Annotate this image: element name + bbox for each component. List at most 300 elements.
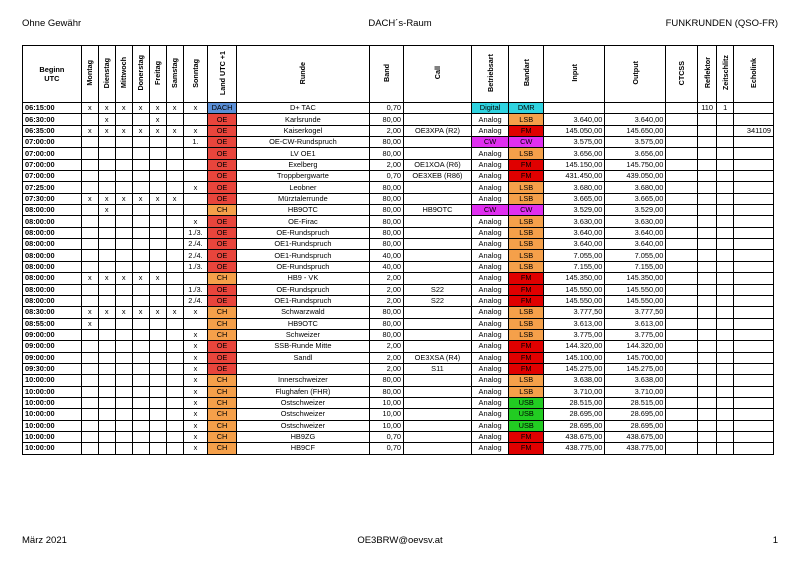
cell-beginn: 08:00:00 <box>23 295 82 306</box>
cell-betriebsart: Analog <box>471 318 508 329</box>
cell-ctcss <box>666 443 698 454</box>
cell-zeitschlitz <box>717 227 734 238</box>
cell-band: 80,00 <box>370 375 404 386</box>
table-row <box>23 182 774 193</box>
cell-donnerstag: x <box>132 193 149 204</box>
cell-bandart: LSB <box>509 182 544 193</box>
cell-call <box>404 137 472 148</box>
col-header-ctcss: CTCSS <box>666 46 698 103</box>
cell-call <box>404 409 472 420</box>
table-row <box>23 397 774 408</box>
cell-band: 80,00 <box>370 193 404 204</box>
cell-freitag <box>149 363 166 374</box>
cell-samstag <box>166 227 183 238</box>
cell-band: 10,00 <box>370 420 404 431</box>
cell-mittwoch: x <box>115 273 132 284</box>
cell-sonntag <box>183 318 208 329</box>
cell-output: 7.155,00 <box>605 261 666 272</box>
cell-donnerstag <box>132 182 149 193</box>
cell-runde: HB9 - VK <box>236 273 369 284</box>
cell-call: S11 <box>404 363 472 374</box>
cell-dienstag <box>98 159 115 170</box>
cell-beginn: 10:00:00 <box>23 397 82 408</box>
cell-ctcss <box>666 295 698 306</box>
cell-dienstag <box>98 431 115 442</box>
cell-freitag <box>149 431 166 442</box>
cell-zeitschlitz <box>717 375 734 386</box>
cell-input: 3.640,00 <box>544 114 605 125</box>
cell-montag <box>81 261 98 272</box>
cell-runde: OE-CW-Rundspruch <box>236 137 369 148</box>
cell-echolink <box>734 352 774 363</box>
cell-ctcss <box>666 363 698 374</box>
cell-samstag <box>166 182 183 193</box>
cell-band: 0,70 <box>370 171 404 182</box>
cell-betriebsart: Analog <box>471 284 508 295</box>
cell-runde: Schweizer <box>236 329 369 340</box>
cell-montag <box>81 341 98 352</box>
cell-ctcss <box>666 250 698 261</box>
table-row <box>23 443 774 454</box>
cell-ctcss <box>666 171 698 182</box>
cell-beginn: 10:00:00 <box>23 431 82 442</box>
cell-reflektor <box>698 341 717 352</box>
cell-band: 10,00 <box>370 409 404 420</box>
cell-ctcss <box>666 273 698 284</box>
cell-betriebsart: Analog <box>471 409 508 420</box>
cell-land: OE <box>208 363 236 374</box>
cell-ctcss <box>666 386 698 397</box>
cell-echolink <box>734 250 774 261</box>
cell-zeitschlitz <box>717 420 734 431</box>
cell-band: 2,00 <box>370 125 404 136</box>
cell-mittwoch <box>115 409 132 420</box>
cell-bandart: FM <box>509 159 544 170</box>
cell-reflektor <box>698 363 717 374</box>
cell-mittwoch <box>115 397 132 408</box>
cell-bandart: USB <box>509 397 544 408</box>
cell-beginn: 06:30:00 <box>23 114 82 125</box>
cell-montag <box>81 375 98 386</box>
cell-montag: x <box>81 103 98 114</box>
cell-sonntag: x <box>183 386 208 397</box>
cell-montag <box>81 171 98 182</box>
cell-beginn: 08:00:00 <box>23 273 82 284</box>
cell-zeitschlitz <box>717 363 734 374</box>
cell-call <box>404 227 472 238</box>
cell-output: 3.640,00 <box>605 239 666 250</box>
cell-donnerstag <box>132 250 149 261</box>
cell-bandart: FM <box>509 363 544 374</box>
cell-betriebsart: Analog <box>471 125 508 136</box>
cell-montag <box>81 216 98 227</box>
cell-dienstag <box>98 182 115 193</box>
cell-mittwoch: x <box>115 125 132 136</box>
cell-samstag <box>166 239 183 250</box>
cell-sonntag: 2./4. <box>183 250 208 261</box>
cell-output: 145.550,00 <box>605 295 666 306</box>
cell-samstag <box>166 318 183 329</box>
cell-samstag <box>166 409 183 420</box>
cell-call: HB9OTC <box>404 205 472 216</box>
cell-montag <box>81 227 98 238</box>
cell-bandart: LSB <box>509 386 544 397</box>
cell-donnerstag <box>132 114 149 125</box>
cell-call <box>404 114 472 125</box>
cell-runde: Flughafen (FHR) <box>236 386 369 397</box>
cell-land: CH <box>208 329 236 340</box>
cell-land: OE <box>208 148 236 159</box>
cell-beginn: 07:25:00 <box>23 182 82 193</box>
cell-beginn: 06:35:00 <box>23 125 82 136</box>
cell-zeitschlitz <box>717 193 734 204</box>
cell-input: 28.695,00 <box>544 409 605 420</box>
cell-runde: Exelberg <box>236 159 369 170</box>
cell-donnerstag <box>132 431 149 442</box>
cell-land: OE <box>208 125 236 136</box>
cell-dienstag <box>98 375 115 386</box>
cell-input: 145.050,00 <box>544 125 605 136</box>
cell-donnerstag <box>132 397 149 408</box>
cell-mittwoch <box>115 171 132 182</box>
col-header-mittwoch: Mittwoch <box>115 46 132 103</box>
cell-donnerstag <box>132 318 149 329</box>
cell-dienstag <box>98 137 115 148</box>
cell-zeitschlitz <box>717 443 734 454</box>
cell-output: 145.275,00 <box>605 363 666 374</box>
cell-sonntag <box>183 193 208 204</box>
cell-montag <box>81 159 98 170</box>
cell-donnerstag <box>132 295 149 306</box>
cell-output: 145.550,00 <box>605 284 666 295</box>
table-row <box>23 363 774 374</box>
cell-samstag <box>166 397 183 408</box>
cell-reflektor <box>698 295 717 306</box>
cell-betriebsart: Analog <box>471 216 508 227</box>
cell-dienstag: x <box>98 103 115 114</box>
cell-echolink <box>734 443 774 454</box>
cell-band: 10,00 <box>370 397 404 408</box>
cell-band: 80,00 <box>370 148 404 159</box>
cell-donnerstag <box>132 409 149 420</box>
cell-mittwoch <box>115 261 132 272</box>
cell-zeitschlitz: 1 <box>717 103 734 114</box>
cell-mittwoch <box>115 420 132 431</box>
cell-echolink <box>734 318 774 329</box>
cell-betriebsart: Analog <box>471 329 508 340</box>
cell-zeitschlitz <box>717 273 734 284</box>
cell-output: 438.675,00 <box>605 431 666 442</box>
cell-output: 144.320,00 <box>605 341 666 352</box>
cell-betriebsart: Analog <box>471 443 508 454</box>
cell-ctcss <box>666 397 698 408</box>
table-row <box>23 137 774 148</box>
cell-input: 438.675,00 <box>544 431 605 442</box>
col-header-land: Land UTC +1 <box>208 46 236 103</box>
cell-reflektor <box>698 443 717 454</box>
cell-echolink <box>734 137 774 148</box>
cell-donnerstag <box>132 148 149 159</box>
cell-runde: SSB-Runde Mitte <box>236 341 369 352</box>
table-row <box>23 227 774 238</box>
cell-land: CH <box>208 375 236 386</box>
cell-call <box>404 443 472 454</box>
cell-dienstag <box>98 318 115 329</box>
cell-call: OE3XPA (R2) <box>404 125 472 136</box>
table-row <box>23 239 774 250</box>
cell-sonntag: x <box>183 182 208 193</box>
cell-input: 7.055,00 <box>544 250 605 261</box>
cell-mittwoch <box>115 443 132 454</box>
cell-freitag <box>149 341 166 352</box>
col-header-output: Output <box>605 46 666 103</box>
cell-donnerstag <box>132 227 149 238</box>
cell-band: 80,00 <box>370 386 404 397</box>
cell-echolink <box>734 216 774 227</box>
cell-runde: OE1-Rundspruch <box>236 250 369 261</box>
cell-ctcss <box>666 159 698 170</box>
cell-montag: x <box>81 273 98 284</box>
cell-echolink <box>734 431 774 442</box>
cell-zeitschlitz <box>717 307 734 318</box>
cell-dienstag: x <box>98 125 115 136</box>
cell-output: 3.613,00 <box>605 318 666 329</box>
cell-sonntag: x <box>183 375 208 386</box>
cell-reflektor <box>698 375 717 386</box>
cell-sonntag <box>183 159 208 170</box>
cell-bandart: LSB <box>509 216 544 227</box>
cell-band: 80,00 <box>370 227 404 238</box>
cell-reflektor <box>698 239 717 250</box>
cell-samstag: x <box>166 193 183 204</box>
header-row <box>23 46 774 103</box>
cell-samstag <box>166 352 183 363</box>
cell-call <box>404 307 472 318</box>
cell-samstag <box>166 363 183 374</box>
cell-beginn: 08:55:00 <box>23 318 82 329</box>
cell-land: OE <box>208 261 236 272</box>
cell-ctcss <box>666 409 698 420</box>
table-row <box>23 114 774 125</box>
cell-band: 0,70 <box>370 443 404 454</box>
cell-montag <box>81 386 98 397</box>
cell-beginn: 10:00:00 <box>23 375 82 386</box>
cell-runde: OE1-Rundspruch <box>236 239 369 250</box>
table-row <box>23 273 774 284</box>
cell-runde: Schwarzwald <box>236 307 369 318</box>
cell-zeitschlitz <box>717 159 734 170</box>
cell-betriebsart: Analog <box>471 159 508 170</box>
cell-input: 145.350,00 <box>544 273 605 284</box>
cell-zeitschlitz <box>717 397 734 408</box>
cell-bandart: FM <box>509 125 544 136</box>
cell-band: 40,00 <box>370 250 404 261</box>
cell-freitag <box>149 148 166 159</box>
cell-mittwoch <box>115 148 132 159</box>
cell-call: S22 <box>404 295 472 306</box>
cell-runde: Troppbergwarte <box>236 171 369 182</box>
table-row <box>23 307 774 318</box>
cell-echolink <box>734 363 774 374</box>
cell-donnerstag <box>132 352 149 363</box>
cell-ctcss <box>666 216 698 227</box>
cell-zeitschlitz <box>717 284 734 295</box>
cell-betriebsart: Analog <box>471 431 508 442</box>
cell-land: OE <box>208 114 236 125</box>
cell-dienstag: x <box>98 205 115 216</box>
cell-land: CH <box>208 443 236 454</box>
cell-bandart: LSB <box>509 193 544 204</box>
cell-band: 2,00 <box>370 273 404 284</box>
cell-freitag: x <box>149 273 166 284</box>
cell-land: OE <box>208 171 236 182</box>
cell-sonntag <box>183 205 208 216</box>
cell-beginn: 10:00:00 <box>23 386 82 397</box>
table-row <box>23 284 774 295</box>
cell-ctcss <box>666 352 698 363</box>
cell-land: OE <box>208 216 236 227</box>
cell-betriebsart: Analog <box>471 193 508 204</box>
cell-sonntag: x <box>183 125 208 136</box>
table-row <box>23 159 774 170</box>
cell-reflektor <box>698 420 717 431</box>
cell-dienstag: x <box>98 307 115 318</box>
cell-land: OE <box>208 341 236 352</box>
col-header-band: Band <box>370 46 404 103</box>
cell-runde: OE-Rundspruch <box>236 261 369 272</box>
cell-bandart: FM <box>509 295 544 306</box>
cell-mittwoch <box>115 295 132 306</box>
cell-samstag <box>166 443 183 454</box>
cell-betriebsart: Analog <box>471 182 508 193</box>
cell-bandart: CW <box>509 137 544 148</box>
cell-sonntag <box>183 171 208 182</box>
cell-sonntag: x <box>183 420 208 431</box>
cell-output: 7.055,00 <box>605 250 666 261</box>
cell-donnerstag <box>132 261 149 272</box>
cell-call <box>404 103 472 114</box>
cell-zeitschlitz <box>717 137 734 148</box>
cell-sonntag: x <box>183 307 208 318</box>
table-row <box>23 420 774 431</box>
cell-montag: x <box>81 125 98 136</box>
cell-freitag <box>149 182 166 193</box>
cell-montag <box>81 114 98 125</box>
cell-input: 3.640,00 <box>544 239 605 250</box>
cell-mittwoch <box>115 318 132 329</box>
cell-reflektor <box>698 125 717 136</box>
cell-freitag <box>149 239 166 250</box>
cell-beginn: 08:00:00 <box>23 250 82 261</box>
cell-band: 2,00 <box>370 341 404 352</box>
cell-donnerstag: x <box>132 103 149 114</box>
cell-ctcss <box>666 182 698 193</box>
cell-donnerstag <box>132 341 149 352</box>
cell-samstag <box>166 216 183 227</box>
cell-dienstag <box>98 295 115 306</box>
cell-betriebsart: Analog <box>471 227 508 238</box>
cell-land: OE <box>208 284 236 295</box>
cell-zeitschlitz <box>717 239 734 250</box>
cell-zeitschlitz <box>717 148 734 159</box>
cell-input: 3.638,00 <box>544 375 605 386</box>
cell-sonntag <box>183 273 208 284</box>
cell-call <box>404 273 472 284</box>
cell-donnerstag <box>132 375 149 386</box>
cell-freitag: x <box>149 114 166 125</box>
cell-mittwoch <box>115 250 132 261</box>
cell-montag <box>81 239 98 250</box>
cell-bandart: LSB <box>509 114 544 125</box>
cell-ctcss <box>666 431 698 442</box>
cell-donnerstag: x <box>132 273 149 284</box>
cell-band: 40,00 <box>370 261 404 272</box>
cell-sonntag: x <box>183 443 208 454</box>
cell-reflektor <box>698 284 717 295</box>
cell-land: CH <box>208 273 236 284</box>
cell-dienstag <box>98 363 115 374</box>
cell-runde: OE-Firac <box>236 216 369 227</box>
cell-bandart: LSB <box>509 239 544 250</box>
cell-call <box>404 431 472 442</box>
cell-input: 3.575,00 <box>544 137 605 148</box>
cell-call: S22 <box>404 284 472 295</box>
cell-runde: D+ TAC <box>236 103 369 114</box>
cell-runde: Ostschweizer <box>236 409 369 420</box>
cell-input: 145.100,00 <box>544 352 605 363</box>
cell-echolink <box>734 239 774 250</box>
cell-samstag <box>166 420 183 431</box>
cell-donnerstag <box>132 137 149 148</box>
cell-betriebsart: Analog <box>471 352 508 363</box>
cell-mittwoch <box>115 431 132 442</box>
cell-freitag <box>149 397 166 408</box>
cell-montag <box>81 182 98 193</box>
cell-mittwoch <box>115 386 132 397</box>
cell-bandart: LSB <box>509 250 544 261</box>
cell-samstag <box>166 114 183 125</box>
cell-land: CH <box>208 420 236 431</box>
cell-dienstag <box>98 329 115 340</box>
cell-ctcss <box>666 227 698 238</box>
cell-freitag <box>149 329 166 340</box>
cell-sonntag <box>183 148 208 159</box>
cell-freitag <box>149 284 166 295</box>
cell-samstag: x <box>166 103 183 114</box>
cell-echolink <box>734 273 774 284</box>
cell-reflektor <box>698 205 717 216</box>
cell-input: 3.656,00 <box>544 148 605 159</box>
cell-sonntag: x <box>183 341 208 352</box>
cell-betriebsart: Digital <box>471 103 508 114</box>
cell-ctcss <box>666 318 698 329</box>
cell-betriebsart: Analog <box>471 386 508 397</box>
cell-band: 80,00 <box>370 239 404 250</box>
col-header-samstag: Samstag <box>166 46 183 103</box>
cell-call <box>404 386 472 397</box>
cell-freitag <box>149 409 166 420</box>
cell-beginn: 07:00:00 <box>23 137 82 148</box>
cell-bandart: LSB <box>509 329 544 340</box>
cell-samstag <box>166 273 183 284</box>
cell-input: 3.613,00 <box>544 318 605 329</box>
cell-input: 3.680,00 <box>544 182 605 193</box>
cell-band: 80,00 <box>370 307 404 318</box>
cell-zeitschlitz <box>717 329 734 340</box>
cell-beginn: 10:00:00 <box>23 420 82 431</box>
cell-dienstag: x <box>98 114 115 125</box>
cell-band: 2,00 <box>370 363 404 374</box>
